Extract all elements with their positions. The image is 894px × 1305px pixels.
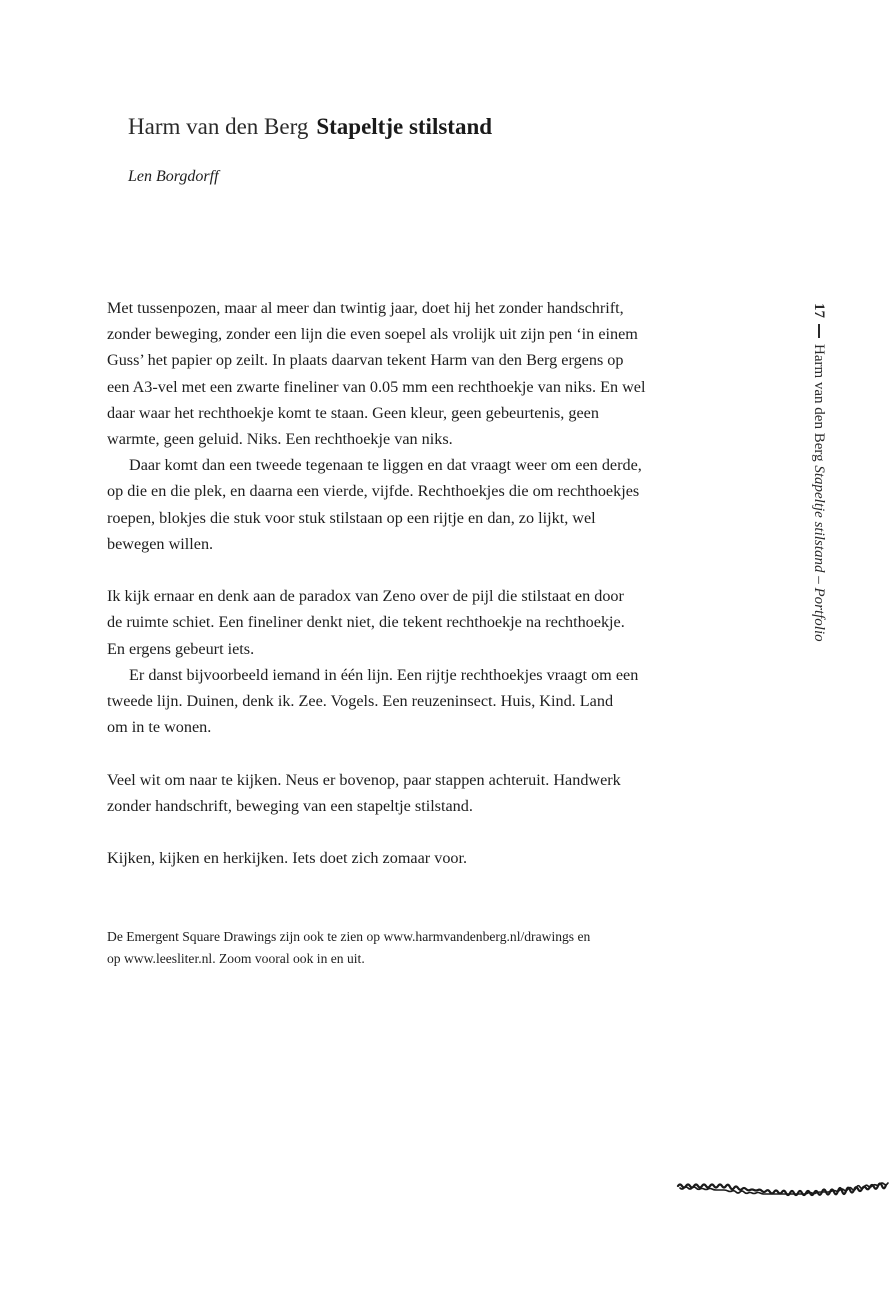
text-line: Met tussenpozen, maar al meer dan twintig jaar, doet hij het zonder handschrift, (107, 299, 624, 317)
text-line: bewegen willen. (107, 534, 214, 553)
running-head (810, 303, 828, 642)
text-line: om in te wonen. (107, 718, 212, 737)
article-body (107, 295, 747, 871)
article-title (128, 113, 492, 141)
text-line: Veel wit om naar te kijken. Neus er bovenop, paar stappen achteruit. Handwerk (107, 770, 621, 789)
text-line: tweede lijn. Duinen, denk ik. Zee. Vogels. Een reuzeninsect. Huis, Kind. Land (107, 692, 614, 711)
text-line: zonder beweging, zonder een lijn die even soepel als vrolijk uit zijn pen ‘in einem (107, 325, 638, 344)
paragraph-4 (107, 662, 747, 741)
text-line: de ruimte schiet. Een fineliner denkt niet, die tekent rechthoekje na rechthoekje. (107, 613, 625, 632)
text-line: Er danst bijvoorbeeld iemand in één lijn. Een rijtje rechthoekjes vraagt om een (129, 665, 639, 684)
paragraph-1 (107, 295, 747, 452)
text-line: zonder handschrift, beweging van een stapeltje stilstand. (107, 796, 473, 815)
paragraph-6 (107, 845, 747, 871)
page-number: 17 (811, 303, 827, 318)
text-line: Guss’ het papier op zeilt. In plaats daarvan tekent Harm van den Berg ergens op (107, 351, 624, 370)
text-line: Kijken, kijken en herkijken. Iets doet zich zomaar voor. (107, 849, 468, 868)
note-line: De Emergent Square Drawings zijn ook te zien op www.harmvandenberg.nl/drawings en (107, 929, 591, 944)
paragraph-3 (107, 583, 747, 662)
text-line: warmte, geen geluid. Niks. Een rechthoekje van niks. (107, 430, 453, 449)
text-line: Ik kijk ernaar en denk aan de paradox van Zeno over de pijl die stilstaat en door (107, 587, 624, 606)
text-line: En ergens gebeurt iets. (107, 639, 255, 658)
text-line: op die en die plek, en daarna een vierde, vijfde. Rechthoekjes die om rechthoekjes (107, 482, 640, 501)
running-head-work: Stapeltje stilstand (811, 465, 827, 573)
paragraph-5 (107, 767, 747, 819)
separator-rule (818, 324, 820, 338)
paragraph-2 (107, 452, 747, 557)
running-head-dash: – (811, 572, 827, 588)
title-author: Harm van den Berg (128, 114, 309, 139)
text-line: Daar komt dan een tweede tegenaan te liggen en dat vraagt weer om een derde, (129, 456, 642, 475)
note-line: op www.leesliter.nl. Zoom vooral ook in en uit. (107, 951, 365, 966)
text-line: roepen, blokjes die stuk voor stuk stilstaan op een rijtje en dan, zo lijkt, wel (107, 508, 596, 527)
title-work: Stapeltje stilstand (316, 114, 493, 139)
running-head-author: Harm van den Berg (811, 344, 827, 462)
scribble-drawing (676, 1176, 894, 1204)
running-head-section: Portfolio (811, 587, 827, 642)
text-line: een A3-vel met een zwarte fineliner van 0.05 mm een rechthoekje van niks. En wel (107, 377, 646, 396)
footnote (107, 926, 747, 970)
byline: Len Borgdorff (128, 168, 219, 185)
text-line: daar waar het rechthoekje komt te staan. Geen kleur, geen gebeurtenis, geen (107, 403, 599, 422)
